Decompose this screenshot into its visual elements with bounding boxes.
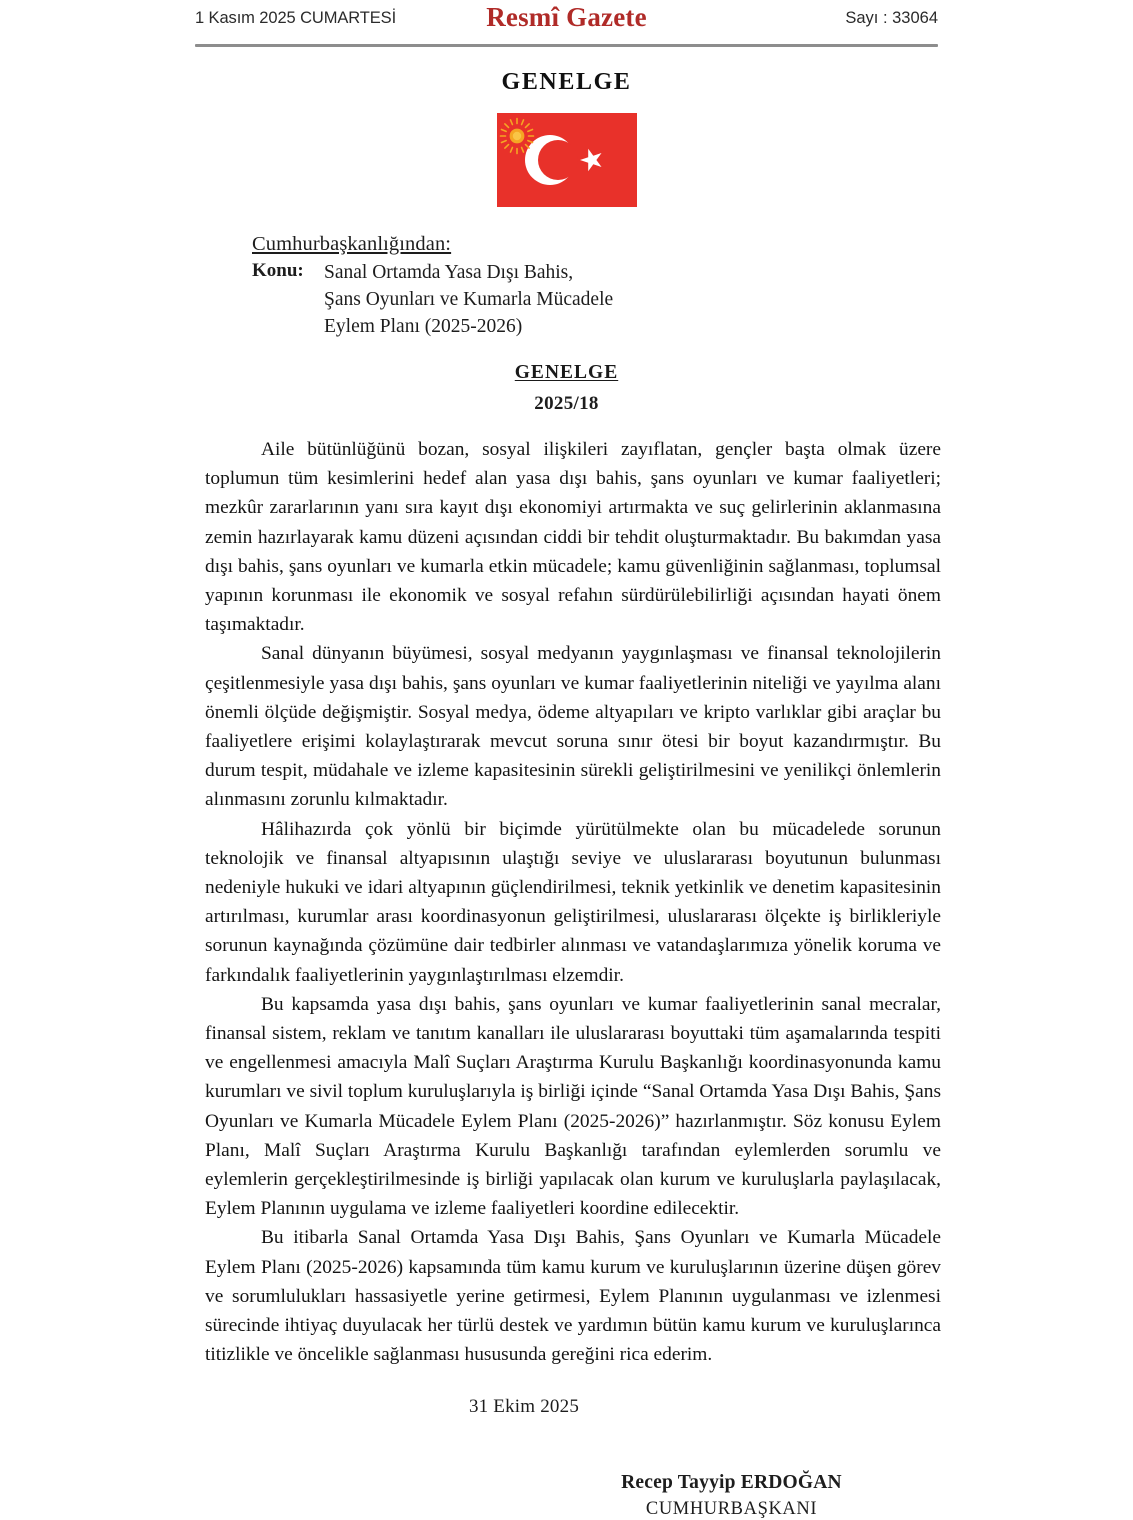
circular-title — [0, 362, 1133, 384]
document-type-heading: GENELGE — [501, 69, 632, 95]
subject-block — [252, 233, 1133, 340]
circular-title-text: GENELGE — [514, 362, 619, 383]
masthead-divider — [195, 44, 938, 47]
subject-line: Sanal Ortamda Yasa Dışı Bahis, — [324, 262, 574, 283]
issue-number: Sayı : 33064 — [845, 9, 938, 27]
subject-label: Konu: — [252, 260, 304, 281]
body-paragraph: Hâlihazırda çok yönlü bir biçimde yürütülmekte olan bu mücadelede sorunun teknolojik ve finansal altyapısının ulaştığı seviye ve uluslararası boyutunun bulunması nedeniyle hukuki ve idari altyapının güçlendirilmesi, teknik yetkinlik ve denetim kapasitesinin artırılması, kurumlar arası koordinasyonun geliştirilmesi, uluslararası ölçekte iş birlikleriyle sorunun kaynağında çözümüne dair tedbirler alınması ve vatandaşlarımıza yönelik koruma ve farkındalık faaliyetlerinin yaygınlaştırılması elzemdir. — [205, 818, 941, 986]
subject-line: Eylem Planı (2025-2026) — [324, 316, 523, 337]
signature-date: 31 Ekim 2025 — [468, 1395, 580, 1417]
signer-name: Recep Tayyip ERDOĞAN — [621, 1471, 842, 1493]
signer-title: CUMHURBAŞKANI — [645, 1498, 818, 1519]
body-paragraph: Aile bütünlüğünü bozan, sosyal ilişkileri zayıflatan, gençler başta olmak üzere toplumun tüm kesimlerini hedef alan yasa dışı bahis, şans oyunları ve kumar faaliyetleri; mezkûr zararlarının yanı sıra kayıt dışı ekonomiyi artırmakta ve suç gelirlerinin aklanmasına zemin hazırlayarak kamu düzeni açısından ciddi bir tehdit oluşturmaktadır. Bu bakımdan yasa dışı bahis, şans oyunları ve kumarla etkin mücadele; kamu güvenliğinin sağlanması, toplumsal yapının korunması ile ekonomik ve sosyal refahın sürdürülebilirliği açısından hayati önem taşımaktadır. — [205, 439, 941, 636]
body-paragraph: Bu kapsamda yasa dışı bahis, şans oyunları ve kumar faaliyetlerinin sanal mecralar, finansal sistem, reklam ve tanıtım kanalları ile uluslararası boyuttaki tüm aşamalarında tespiti ve engellenmesi amacıyla Malî Suçları Araştırma Kurulu Başkanlığı koordinasyonunda kamu kurumları ve sivil toplum kuruluşlarıyla iş birliği içinde “Sanal Ortamda Yasa Dışı Bahis, Şans Oyunları ve Kumarla Mücadele Eylem Planı (2025-2026)” hazırlanmıştır. Söz konusu Eylem Planı, Malî Suçları Araştırma Kurulu Başkanlığı tarafından eylemlerden sorumlu ve eylemlerin gerçekleştirilmesinde iş birliği yapılacak olan kurum ve kuruluşlarla paylaşılacak, Eylem Planının uygulama ve izleme faaliyetleri koordine edilecektir. — [205, 993, 941, 1220]
subject-line: Şans Oyunları ve Kumarla Mücadele — [324, 289, 614, 310]
flag-container — [0, 113, 1133, 207]
turkish-flag-icon — [497, 113, 637, 207]
issuing-authority: Cumhurbaşkanlığından: — [252, 233, 452, 255]
masthead — [195, 0, 938, 44]
publication-date: 1 Kasım 2025 CUMARTESİ — [195, 9, 397, 27]
body-paragraph: Bu itibarla Sanal Ortamda Yasa Dışı Bahis, Şans Oyunları ve Kumarla Mücadele Eylem Planı (2025-2026) kapsamında tüm kamu kurum ve kuruluşlarının üzerine düşen görev ve sorumlulukları hassasiyetle yerine getirmesi, Eylem Planının uygulanması ve izlenmesi sürecinde ihtiyaç duyulacak her türlü destek ve yardımın bütün kamu kurum ve kuruluşlarınca titizlikle ve öncelikle sağlanması hususunda gereğini rica ederim. — [205, 1227, 941, 1366]
subject-row — [252, 259, 1133, 340]
circular-number: 2025/18 — [534, 393, 599, 414]
body-paragraph: Sanal dünyanın büyümesi, sosyal medyanın yaygınlaşması ve finansal teknolojilerin çeşitlenmesiyle yasa dışı bahis, şans oyunları ve kumar faaliyetlerinin niteliği ve yayılma alanı önemli ölçüde değişmiştir. Sosyal medya, ödeme altyapıları ve kripto varlıklar gibi araçlar bu faaliyetlere erişimi kolaylaştırarak mevcut soruna sınır ötesi bir boyut kazandırmıştır. Bu durum tespit, müdahale ve izleme kapasitesinin sürekli geliştirilmesini ve yenilikçi önlemlerin alınmasını zorunlu kılmaktadır. — [205, 643, 941, 811]
document-body — [205, 435, 941, 1370]
signature-block — [0, 1472, 1133, 1520]
subject-value — [324, 259, 613, 340]
gazette-title: Resmî Gazete — [486, 2, 647, 32]
